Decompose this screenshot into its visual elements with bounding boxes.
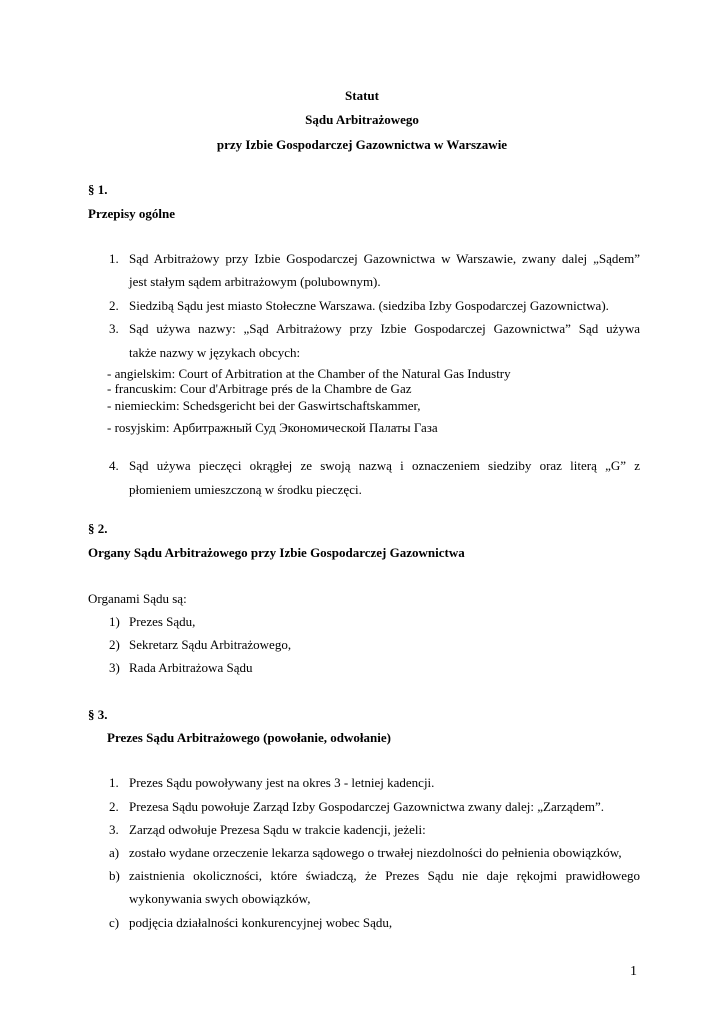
- list-item: [0, 845, 724, 865]
- item-text: podjęcia działalności konkurencyjnej wobec Sądu,: [129, 915, 393, 930]
- list-item: [0, 637, 724, 657]
- item-text-continued: płomieniem umieszczoną w środku pieczęci.: [129, 482, 362, 497]
- item-text: Prezes Sądu,: [129, 614, 196, 629]
- item-number: 3.: [109, 321, 119, 336]
- list-item: [0, 458, 724, 478]
- item-number: 3.: [109, 822, 119, 837]
- item-text: zaistnienia okoliczności, które świadczą, że Prezes Sądu nie daje rękojmi prawidłowego: [129, 868, 640, 883]
- item-text-continued: jest stałym sądem arbitrażowym (polubownym).: [129, 274, 381, 289]
- item-number: c): [109, 915, 120, 930]
- language-english: - angielskim: Court of Arbitration at the Chamber of the Natural Gas Industry: [107, 366, 511, 381]
- list-item: [0, 799, 724, 819]
- item-text-continued: także nazwy w językach obcych:: [129, 345, 301, 360]
- list-item: [0, 660, 724, 680]
- item-number: 3): [109, 660, 120, 675]
- list-item: [0, 775, 724, 795]
- item-number: b): [109, 868, 120, 883]
- item-number: 1.: [109, 251, 119, 266]
- document-subtitle-2: przy Izbie Gospodarczej Gazownictwa w Warszawie: [216, 137, 508, 152]
- item-text: Sekretarz Sądu Arbitrażowego,: [129, 637, 292, 652]
- item-number: 1.: [109, 775, 119, 790]
- page-number: 1: [630, 964, 637, 979]
- item-number: 4.: [109, 458, 119, 473]
- item-text: Sąd używa pieczęci okrągłej ze swoją nazwą i oznaczeniem siedziby oraz literą „G” z: [129, 458, 640, 473]
- item-text: Rada Arbitrażowa Sądu: [129, 660, 253, 675]
- item-number: 2.: [109, 298, 119, 313]
- list-item: [0, 614, 724, 634]
- item-text: Sąd używa nazwy: „Sąd Arbitrażowy przy Izbie Gospodarczej Gazownictwa” Sąd używa: [129, 321, 640, 336]
- item-number: 2.: [109, 799, 119, 814]
- language-russian: - rosyjskim: Арбитражный Суд Экономической Палаты Газа: [107, 420, 438, 435]
- section-3-title: Prezes Sądu Arbitrażowego (powołanie, odwołanie): [107, 730, 391, 745]
- item-text: Prezes Sądu powoływany jest na okres 3 - letniej kadencji.: [129, 775, 435, 790]
- section-3-mark: § 3.: [88, 707, 108, 722]
- section-2-title: Organy Sądu Arbitrażowego przy Izbie Gospodarczej Gazownictwa: [88, 545, 465, 560]
- item-text: Sąd Arbitrażowy przy Izbie Gospodarczej Gazownictwa w Warszawie, zwany dalej „Sądem”: [129, 251, 640, 266]
- list-item: [0, 822, 724, 842]
- document-title: Statut: [345, 88, 379, 103]
- item-number: 1): [109, 614, 120, 629]
- item-text-continued: wykonywania swych obowiązków,: [129, 891, 311, 906]
- item-number: a): [109, 845, 120, 860]
- list-item: [0, 321, 724, 341]
- language-german: - niemieckim: Schedsgericht bei der Gaswirtschaftskammer,: [107, 398, 421, 413]
- item-number: 2): [109, 637, 120, 652]
- list-item: [0, 868, 724, 888]
- list-item: [0, 251, 724, 271]
- section-1-title: Przepisy ogólne: [88, 206, 176, 221]
- item-text: Siedzibą Sądu jest miasto Stołeczne Warszawa. (siedziba Izby Gospodarczej Gazownictwa).: [129, 298, 609, 313]
- section-2-intro: Organami Sądu są:: [88, 591, 187, 606]
- language-french: - francuskim: Cour d'Arbitrage prés de la Chambre de Gaz: [107, 381, 412, 396]
- section-2-mark: § 2.: [88, 521, 108, 536]
- item-text: Zarząd odwołuje Prezesa Sądu w trakcie kadencji, jeżeli:: [129, 822, 426, 837]
- section-1-mark: § 1.: [88, 182, 108, 197]
- list-item: [0, 915, 724, 935]
- item-text: zostało wydane orzeczenie lekarza sądowego o trwałej niezdolności do pełnienia obowiązków,: [129, 845, 622, 860]
- list-item: [0, 298, 724, 318]
- item-text: Prezesa Sądu powołuje Zarząd Izby Gospodarczej Gazownictwa zwany dalej: „Zarządem”.: [129, 799, 605, 814]
- document-subtitle: Sądu Arbitrażowego: [305, 112, 419, 127]
